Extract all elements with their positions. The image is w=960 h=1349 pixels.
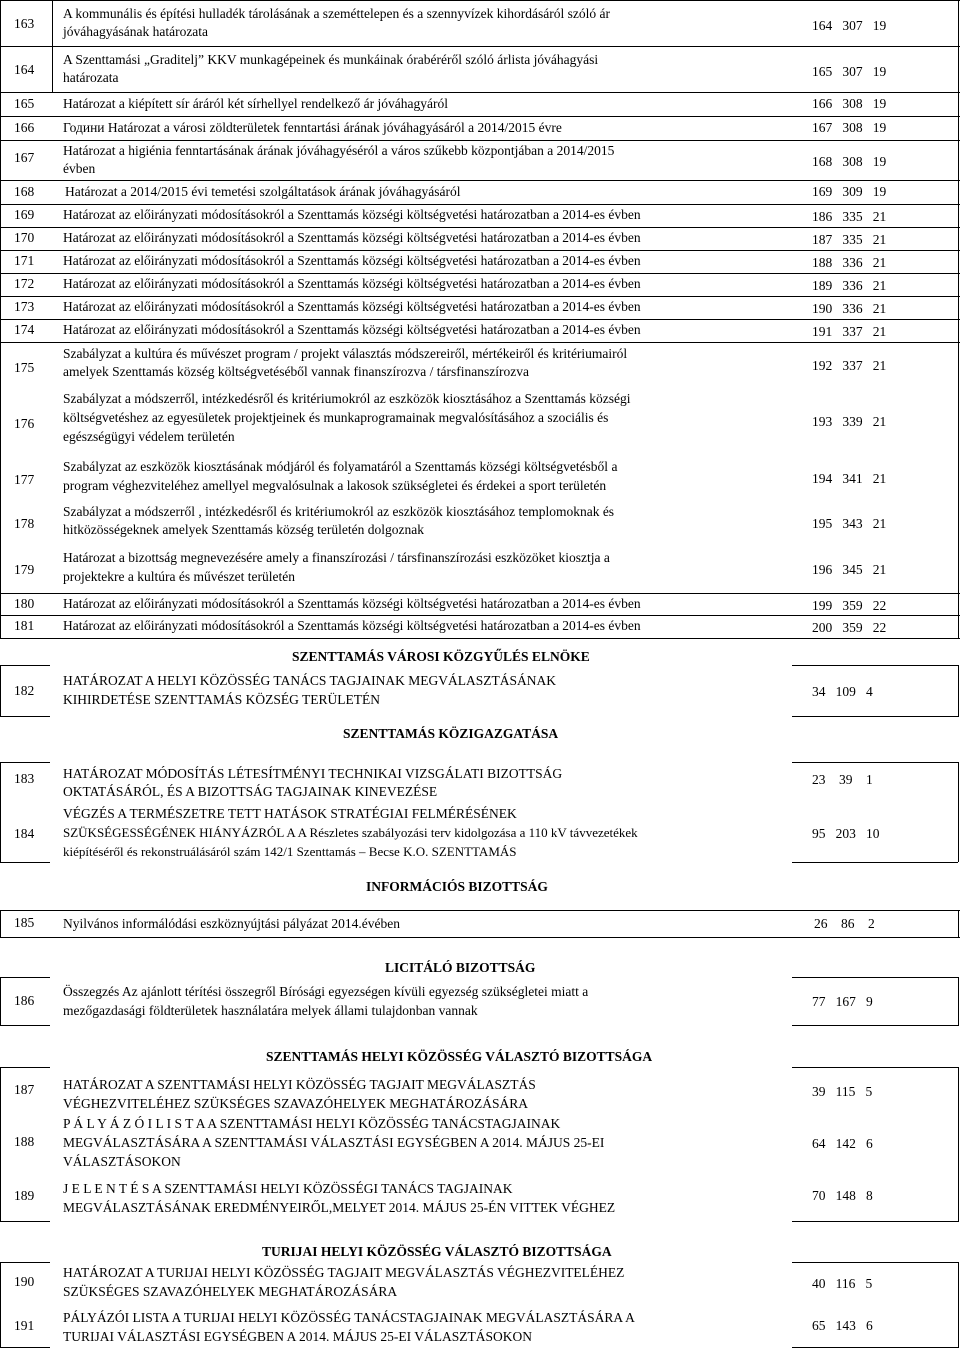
row-title-line: MEGVÁLASZTÁSÁRA A SZENTTAMÁSI VÁLASZTÁSI EGYSÉGBEN A 2014. MÁJUS 25-EI: [63, 1135, 605, 1150]
row-title-line: Szabályzat a módszerről , intézkedésről és kritériumokról az eszközök kiosztásához templomoknak és: [63, 504, 615, 519]
row-number: 171: [14, 253, 35, 268]
row-title-line: Szabályzat az eszközök kiosztásának módjáról és folyamatáról a Szenttamás községi költségvetésből a: [63, 459, 618, 474]
row-page-ref: 187 335 21: [812, 232, 887, 247]
row-title-line: Години Határozat a városi zöldterületek fenntartási árának jóváhagyásáról a 2014/2015 évre: [63, 120, 562, 135]
row-number: 163: [14, 16, 35, 31]
row-page-ref: 64 142 6: [812, 1136, 873, 1151]
row-title-line: Összegzés Az ajánlott térítési összegről Bírósági egyezségen kívüli egyezség szükségletei miatt a: [63, 984, 589, 999]
row-title-line: Határozat az előirányzati módosításokról a Szenttamás községi költségvetési határozatban a 2014-es évben: [63, 276, 641, 291]
row-page-ref: 188 336 21: [812, 255, 887, 270]
row-title-line: kiépítéséről és rekonstruálásáról szám 142/1 Szenttamás – Becse K.O. SZENTTAMÁS: [63, 844, 517, 859]
row-title-line: J E L E N T É S A SZENTTAMÁSI HELYI KÖZÖSSÉGI TANÁCS TAGJAINAK: [63, 1181, 513, 1196]
row-title-line: határozata: [63, 70, 119, 85]
row-page-ref: 190 336 21: [812, 301, 887, 316]
row-page-ref: 95 203 10: [812, 826, 880, 841]
row-number: 186: [14, 993, 35, 1008]
row-page-ref: 34 109 4: [812, 684, 873, 699]
row-page-ref: 166 308 19: [812, 96, 887, 111]
row-title-line: HATÁROZAT A TURIJAI HELYI KÖZÖSSÉG TAGJAIT MEGVÁLASZTÁS VÉGHEZVITELÉHEZ: [63, 1265, 625, 1280]
row-title-line: Szabályzat a módszerről, intézkedésről és kritériumokról az eszközök kiosztásához a Szenttamás községi: [63, 391, 631, 406]
row-title-line: évben: [63, 161, 96, 176]
row-page-ref: 77 167 9: [812, 994, 873, 1009]
row-number: 180: [14, 596, 35, 611]
row-number: 173: [14, 299, 35, 314]
row-page-ref: 189 336 21: [812, 278, 887, 293]
row-page-ref: 193 339 21: [812, 414, 887, 429]
row-page-ref: 65 143 6: [812, 1318, 873, 1333]
row-page-ref: 195 343 21: [812, 516, 887, 531]
row-title-line: HATÁROZAT A HELYI KÖZÖSSÉG TANÁCS TAGJAINAK MEGVÁLASZTÁSÁNAK: [63, 673, 557, 688]
row-title-line: Határozat a higiénia fenntartásának árának jóváhagyéséról a város szűkebb központjában a 2014/2015: [63, 143, 615, 158]
row-title-line: VÉGZÉS A TERMÉSZETRE TETT HATÁSOK STRATÉGIAI FELMÉRÉSÉNEK: [63, 806, 517, 821]
row-number: 164: [14, 62, 35, 77]
section-heading: SZENTTAMÁS HELYI KÖZÖSSÉG VÁLASZTÓ BIZOTTSÁGA: [266, 1049, 653, 1064]
section-heading: LICITÁLÓ BIZOTTSÁG: [385, 960, 536, 975]
row-number: 167: [14, 150, 35, 165]
row-title-line: jóváhagyásának határozata: [63, 24, 209, 39]
row-number: 183: [14, 771, 35, 786]
row-page-ref: 200 359 22: [812, 620, 887, 635]
row-title-line: OKTATÁSÁRÓL, ÉS A BIZOTTSÁG TAGJAINAK KINEVEZÉSE: [63, 784, 438, 799]
row-number: 187: [14, 1082, 35, 1097]
row-page-ref: 196 345 21: [812, 562, 887, 577]
row-title-line: Határozat a 2014/2015 évi temetési szolgáltatások árának jóváhagyásáról: [65, 184, 461, 199]
row-number: 182: [14, 683, 35, 698]
row-number: 185: [14, 915, 35, 930]
row-title-line: Határozat a bizottság megnevezésére amely a finanszírozási / társfinanszírozási eszközöket kiosztja a: [63, 550, 610, 565]
row-page-ref: 40 116 5: [812, 1276, 873, 1291]
row-title-line: SZÜKSÉGESSÉGÉNEK HIÁNYÁZRÓL A A Részletes szabályozási terv kidolgozása a 110 kV távvezetékek: [63, 825, 638, 840]
row-page-ref: 192 337 21: [812, 358, 887, 373]
row-number: 184: [14, 826, 35, 841]
row-title-line: KIHIRDETÉSE SZENTTAMÁS KÖZSÉG TERÜLETÉN: [63, 692, 381, 707]
row-title-line: A kommunális és építési hulladék tárolásának a szeméttelepen és a szennyvízek kihordásáról szóló ár: [63, 6, 610, 21]
row-number: 170: [14, 230, 35, 245]
row-title-line: Határozat az előirányzati módosításokról a Szenttamás községi költségvetési határozatban a 2014-es évben: [63, 253, 641, 268]
table-top-border: [0, 0, 960, 1]
row-title-line: Szabályzat a kultúra és művészet program / projekt választás módszereiről, mértékeiről és kritériumairól: [63, 346, 628, 361]
row-page-ref: 186 335 21: [812, 209, 887, 224]
row-title-line: Határozat az előirányzati módosításokról a Szenttamás községi költségvetési határozatban a 2014-es évben: [63, 618, 641, 633]
row-number: 172: [14, 276, 35, 291]
row-page-ref: 169 309 19: [812, 184, 887, 199]
row-page-ref: 23 39 1: [812, 772, 873, 787]
row-title-line: HATÁROZAT MÓDOSÍTÁS LÉTESÍTMÉNYI TECHNIKAI VIZSGÁLATI BIZOTTSÁG: [63, 766, 563, 781]
row-page-ref: 39 115 5: [812, 1084, 873, 1099]
row-page-ref: 194 341 21: [812, 471, 887, 486]
row-title-line: VÁLASZTÁSOKON: [63, 1154, 181, 1169]
row-title-line: Határozat az előirányzati módosításokról a Szenttamás községi költségvetési határozatban a 2014-es évben: [63, 207, 641, 222]
row-title-line: mezőgazdasági földterületek használatára melyek állami tulajdonban vannak: [63, 1003, 478, 1018]
row-title-line: program véghezviteléhez amellyel megvalósulnak a lakosok szükségletei és érdekei a sport területén: [63, 478, 607, 493]
row-title-line: HATÁROZAT A SZENTTAMÁSI HELYI KÖZÖSSÉG TAGJAIT MEGVÁLASZTÁS: [63, 1077, 536, 1092]
row-title-line: amelyek Szenttamás község költségvetéséből vannak finanszírozva / társfinanszírozva: [63, 364, 529, 379]
row-title-line: A Szenttamási „Graditelj” KKV munkagépeinek és munkáinak órabéréről szóló árlista jóváhagyási: [63, 52, 599, 67]
row-page-ref: 191 337 21: [812, 324, 887, 339]
row-page-ref: 167 308 19: [812, 120, 887, 135]
row-number: 175: [14, 360, 35, 375]
row-number: 166: [14, 120, 35, 135]
row-title-line: PÁLYÁZÓI LISTA A TURIJAI HELYI KÖZÖSSÉG TANÁCSTAGJAINAK MEGVÁLASZTÁSÁRA A: [63, 1310, 635, 1325]
row-number: 189: [14, 1188, 35, 1203]
row-title-line: projektekre a kultúra és művészet területén: [63, 569, 296, 584]
row-number: 188: [14, 1134, 35, 1149]
row-title-line: Határozat az előirányzati módosításokról a Szenttamás községi költségvetési határozatban a 2014-es évben: [63, 299, 641, 314]
row-page-ref: 199 359 22: [812, 598, 887, 613]
row-number: 177: [14, 472, 35, 487]
row-number: 181: [14, 618, 35, 633]
row-number: 191: [14, 1318, 35, 1333]
row-page-ref: 164 307 19: [812, 18, 887, 33]
row-title-line: Határozat a kiépített sír áráról két sírhellyel rendelkező ár jóváhagyáról: [63, 96, 448, 111]
row-number: 169: [14, 207, 35, 222]
row-title-line: P Á L Y Á Z Ó I L I S T A A SZENTTAMÁSI HELYI KÖZÖSSÉG TANÁCSTAGJAINAK: [63, 1116, 561, 1131]
row-title-line: TURIJAI VÁLASZTÁSI EGYSÉGBEN A 2014. MÁJUS 25-EI VÁLASZTÁSOKON: [63, 1329, 533, 1344]
row-title-line: költségvetéshez az egyesületek projektjeinek és munkaprogramainak megvalósításához a szociális és: [63, 410, 609, 425]
section-heading: SZENTTAMÁS VÁROSI KÖZGYŰLÉS ELNÖKE: [292, 649, 590, 664]
row-title-line: VÉGHEZVITELÉHEZ SZÜKSÉGES SZAVAZÓHELYEK MEGHATÁROZÁSÁRA: [63, 1096, 529, 1111]
row-title-line: Határozat az előirányzati módosításokról a Szenttamás községi költségvetési határozatban a 2014-es évben: [63, 230, 641, 245]
row-number: 174: [14, 322, 35, 337]
row-page-ref: 165 307 19: [812, 64, 887, 79]
row-page-ref: 168 308 19: [812, 154, 887, 169]
row-number: 179: [14, 562, 35, 577]
row-number: 176: [14, 416, 35, 431]
row-number: 178: [14, 516, 35, 531]
row-number: 190: [14, 1274, 35, 1289]
section-heading: SZENTTAMÁS KÖZIGAZGATÁSA: [343, 726, 559, 741]
row-page-ref: 70 148 8: [812, 1188, 873, 1203]
section-heading: INFORMÁCIÓS BIZOTTSÁG: [366, 879, 548, 894]
row-number: 168: [14, 184, 35, 199]
row-title-line: MEGVÁLASZTÁSÁNAK EREDMÉNYEIRŐL,MELYET 2014. MÁJUS 25-ÉN VITTEK VÉGHEZ: [63, 1200, 616, 1215]
row-title-line: Határozat az előirányzati módosításokról a Szenttamás községi költségvetési határozatban a 2014-es évben: [63, 596, 641, 611]
row-title-line: Határozat az előirányzati módosításokról a Szenttamás községi költségvetési határozatban a 2014-es évben: [63, 322, 641, 337]
row-number: 165: [14, 96, 35, 111]
row-title-line: egészségügyi védelem területén: [63, 429, 235, 444]
row-title-line: hitközösségeknek amelyek Szenttamás község területén dolgoznak: [63, 522, 425, 537]
section-heading: TURIJAI HELYI KÖZÖSSÉG VÁLASZTÓ BIZOTTSÁGA: [262, 1244, 612, 1259]
row-page-ref: 26 86 2: [814, 916, 875, 931]
row-title-line: Nyilvános informálódási eszköznyújtási pályázat 2014.évében: [63, 916, 401, 931]
row-title-line: SZÜKSÉGES SZAVAZÓHELYEK MEGHATÁROZÁSÁRA: [63, 1284, 398, 1299]
